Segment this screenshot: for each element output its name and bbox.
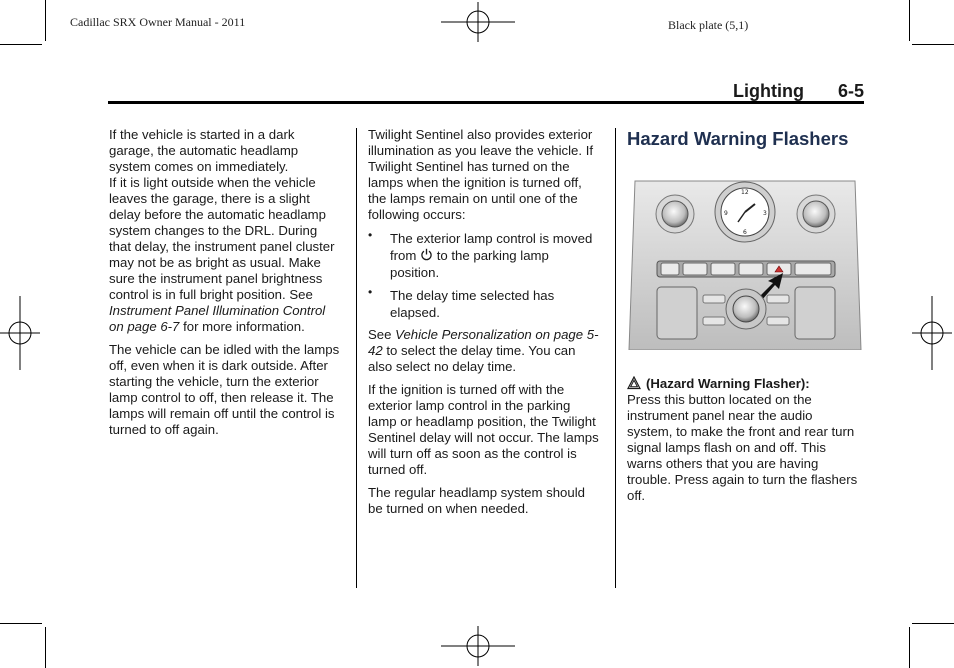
- header-rule: [108, 101, 864, 104]
- list-text: The exterior lamp control is moved from: [390, 231, 593, 263]
- crop-mark: [909, 0, 910, 41]
- svg-text:9: 9: [724, 210, 728, 217]
- page-number: 6-5: [838, 81, 865, 101]
- paragraph: [109, 175, 341, 335]
- crop-mark: [912, 44, 954, 45]
- paragraph: The vehicle can be idled with the lamps off, even when it is dark outside. After starting the vehicle, turn the exterior lamp control to off, then release it. The lamps will remain off until the control is turned to off again.: [109, 342, 340, 437]
- paragraph-text: to select the delay time. You can also select no delay time.: [368, 343, 576, 374]
- bullet: •: [368, 285, 373, 299]
- svg-text:3: 3: [763, 210, 767, 217]
- crop-mark: [0, 623, 42, 624]
- console-illustration: [627, 177, 863, 350]
- column-1: [109, 127, 341, 445]
- paragraph-text: If it is light outside when the vehicle leaves the garage, there is a slight delay before the automatic headlamp system changes to the DRL. During that delay, the instrument panel cluster may not be as bright as usual. Make sure the instrument panel brightness control is in full bright position. See: [109, 175, 335, 302]
- paragraph: Press this button located on the instrument panel near the audio system, to make the front and rear turn signal lamps flash on and off. This warns others that you are having trouble. Press again to turn the flashers off.: [627, 392, 858, 503]
- svg-text:6: 6: [743, 229, 747, 236]
- manual-title: Cadillac SRX Owner Manual - 2011: [70, 15, 246, 29]
- crop-mark: [45, 0, 46, 41]
- paragraph: If the vehicle is started in a dark garage, the automatic headlamp system comes on immediately.: [109, 127, 299, 174]
- registration-mark-right: [912, 296, 952, 370]
- hazard-label: (Hazard Warning Flasher):: [646, 376, 810, 391]
- bullet: •: [368, 228, 373, 242]
- list-item: [368, 230, 600, 281]
- instrument-panel-photo: [627, 177, 863, 350]
- column-2: [368, 127, 600, 524]
- crop-mark: [912, 623, 954, 624]
- list-item: [368, 287, 600, 321]
- registration-mark-top: [441, 2, 515, 42]
- crop-mark: [45, 627, 46, 668]
- cross-reference[interactable]: Vehicle Personalization on page 5-42: [368, 327, 599, 358]
- paragraph-text: See: [368, 327, 396, 342]
- registration-mark-bottom: [441, 626, 515, 666]
- hazard-warning-icon: [627, 376, 641, 390]
- section-heading: Hazard Warning Flashers: [627, 128, 849, 149]
- list-text: The delay time selected has elapsed.: [390, 288, 555, 320]
- plate-label: Black plate (5,1): [668, 18, 749, 32]
- svg-text:12: 12: [741, 189, 749, 196]
- section-title: Lighting: [733, 81, 804, 101]
- power-icon: [420, 248, 433, 261]
- column-3: [627, 376, 859, 511]
- column-divider: [615, 128, 616, 588]
- bullet-list: [368, 230, 600, 321]
- crop-mark: [909, 627, 910, 668]
- crop-mark: [0, 44, 42, 45]
- paragraph: [627, 376, 859, 392]
- paragraph: If the ignition is turned off with the exterior lamp control in the parking lamp or headlamp position, the Twilight Sentinel delay will not occur. The lamps will turn off as soon as the control is turned off.: [368, 382, 599, 477]
- column-divider: [356, 128, 357, 588]
- registration-mark-left: [0, 296, 40, 370]
- paragraph: [368, 327, 600, 375]
- paragraph: Twilight Sentinel also provides exterior illumination as you leave the vehicle. If Twilight Sentinel has turned on the lamps when the ignition is turned off, the lamps remain on until one of the following occurs:: [368, 127, 594, 222]
- cross-reference[interactable]: Instrument Panel Illumination Control on page 6-7: [109, 303, 326, 334]
- paragraph: The regular headlamp system should be turned on when needed.: [368, 485, 585, 516]
- list-text: to the parking lamp position.: [390, 248, 549, 280]
- paragraph-text: for more information.: [179, 319, 305, 334]
